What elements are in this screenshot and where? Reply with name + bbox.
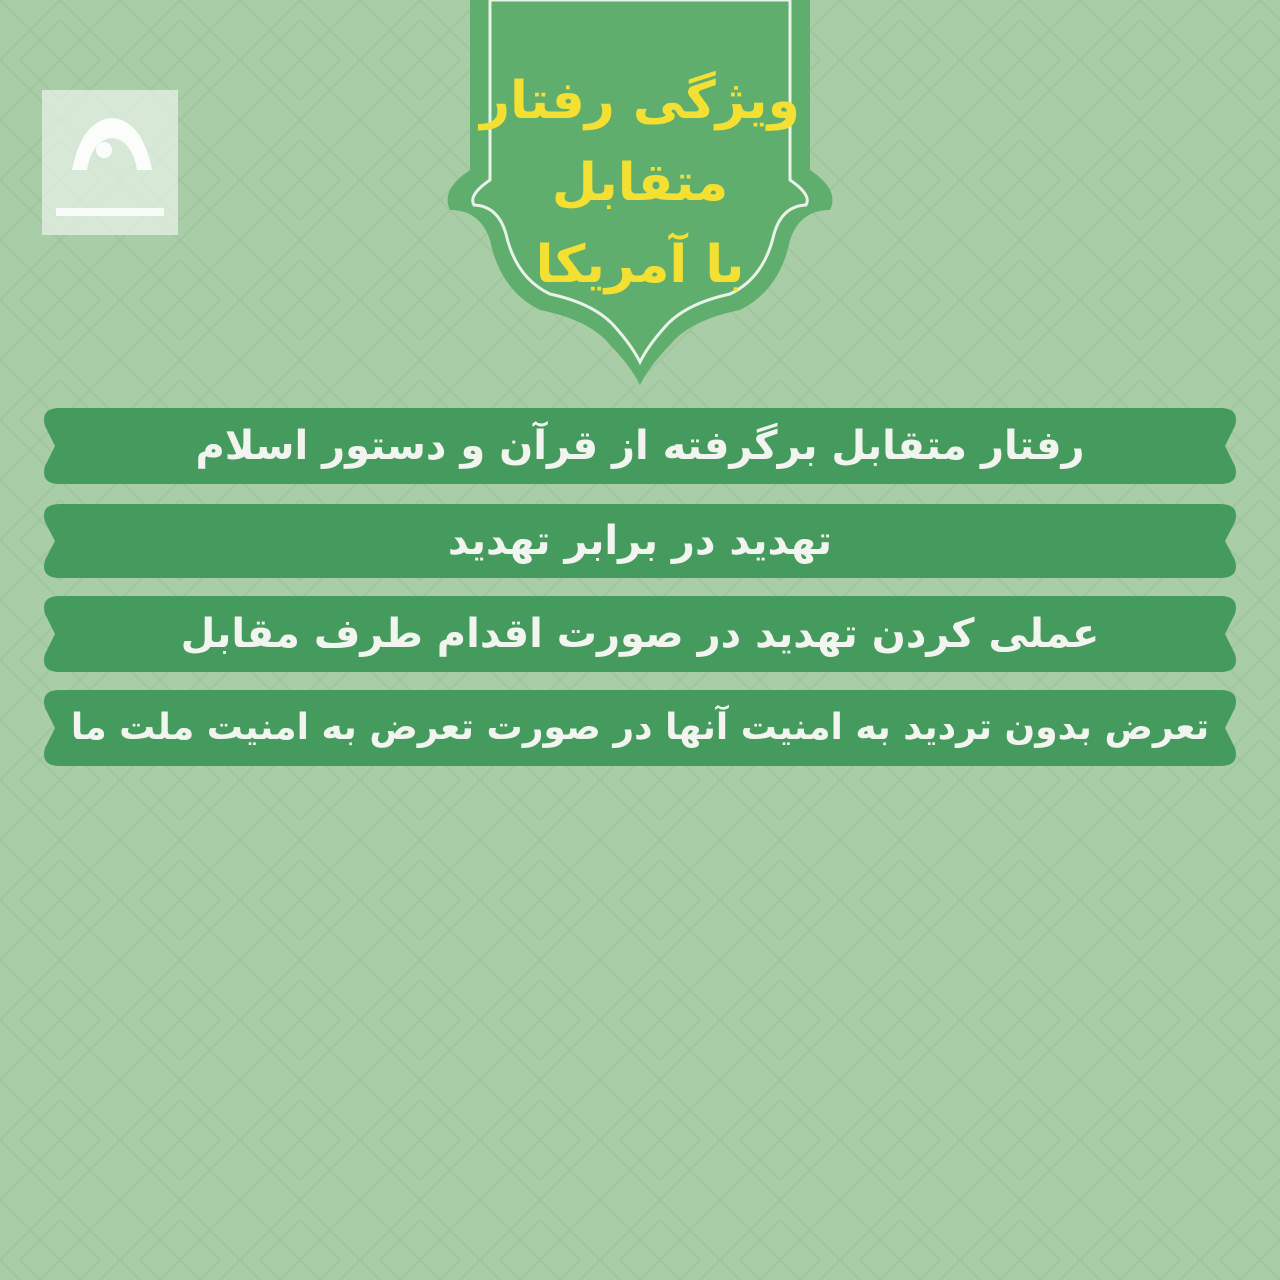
feature-ribbon-4 [40, 690, 1240, 766]
feature-text-2: تهدید در برابر تهدید [447, 518, 833, 564]
feature-text-1: رفتار متقابل برگرفته از قرآن و دستور اسلام [195, 423, 1085, 469]
title-line-2: متقابل [551, 153, 729, 213]
feature-text-3: عملی کردن تهدید در صورت اقدام طرف مقابل [180, 611, 1100, 657]
feature-ribbon-2 [40, 504, 1240, 578]
logo [42, 90, 178, 235]
title-line-3: با آمریکا [535, 235, 745, 295]
title-line-1: ویژگی رفتار [480, 71, 800, 131]
page-title [470, 60, 810, 306]
logo-emblem-icon [42, 90, 178, 235]
feature-text-4: تعرض بدون تردید به امنیت آنها در صورت تعرض به امنیت ملت ما [70, 707, 1210, 748]
feature-ribbon-3 [40, 596, 1240, 672]
feature-ribbon-1 [40, 408, 1240, 484]
